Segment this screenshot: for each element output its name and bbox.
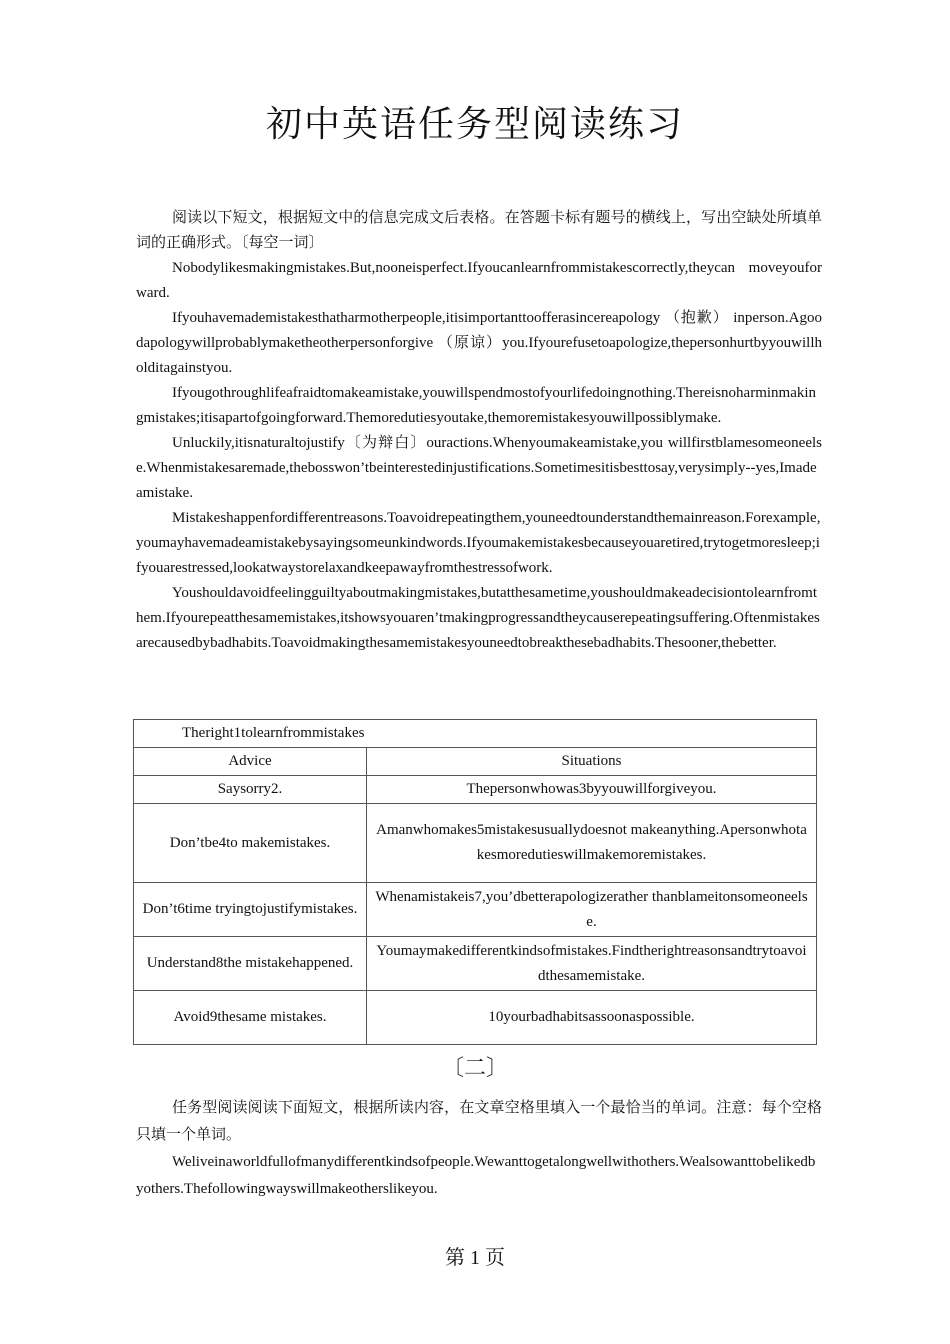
table-header-row <box>134 748 817 776</box>
advice-cell: Don’t6time tryingtojustifymistakes. <box>134 883 367 937</box>
table-row <box>134 776 817 804</box>
section2-heading: 〔二〕 <box>441 1055 508 1080</box>
table-title-row <box>134 720 817 748</box>
situation-cell: Amanwhomakes5mistakesusuallydoesnot makeanything.Apersonwhotakesmoredutieswillmakemoremistakes. <box>367 804 817 883</box>
situation-cell: Thepersonwhowas3byyouwillforgiveyou. <box>367 776 817 804</box>
paragraph-5: Mistakeshappenfordifferentreasons.Toavoidrepeatingthem,youneedtounderstandthemainreason.Forexample,youmayhavemadeamistakebysayingsomeunkindwords.Ifyoumakemistakesbecauseyouaretired,trytogetmoresleep;ifyouarestressed,lookatwaystorelaxandkeepawayfromthestressofwork. <box>136 510 821 576</box>
section1-instruction: 阅读以下短文，根据短文中的信息完成文后表格。在答题卡标有题号的横线上，写出空缺处所填单词的正确形式。〔每空一词〕 <box>136 210 822 251</box>
section2-body <box>136 1095 822 1203</box>
header-situations: Situations <box>367 748 817 776</box>
answer-table <box>133 719 817 1045</box>
advice-cell: Saysorry2. <box>134 776 367 804</box>
section2-instruction: 任务型阅读阅读下面短文，根据所读内容，在文章空格里填入一个最恰当的单词。注意：每个空格只填一个单词。 <box>136 1100 822 1143</box>
advice-cell: Don’tbe4to makemistakes. <box>134 804 367 883</box>
paragraph-3: Ifyougothroughlifeafraidtomakeamistake,youwillspendmostofyourlifedoingnothing.Thereisnoharminmakingmistakes;itisapartofgoingforward.Themoredutiesyoutake,themoremistakesyouwillpossiblymake. <box>136 385 817 426</box>
table-row <box>134 937 817 991</box>
advice-cell: Understand8the mistakehappened. <box>134 937 367 991</box>
table-row <box>134 883 817 937</box>
section2-paragraph: Weliveinaworldfullofmanydifferentkindsofpeople.Wewanttogetalongwellwithothers.Wealsowanttobelikedbyothers.Thefollowingwayswillmakeotherslikeyou. <box>136 1154 816 1197</box>
situation-cell: Youmaymakedifferentkindsofmistakes.Findtherightreasonsandtrytoavoidthesamemistake. <box>367 937 817 991</box>
paragraph-1: Nobodylikesmakingmistakes.But,nooneisperfect.Ifyoucanlearnfrommistakescorrectly,theycan moveyouforward. <box>136 260 822 301</box>
section1-body <box>136 206 822 656</box>
situation-cell: 10yourbadhabitsassoonaspossible. <box>367 991 817 1045</box>
table-row <box>134 804 817 883</box>
advice-cell: Avoid9thesame mistakes. <box>134 991 367 1045</box>
situation-cell: Whenamistakeis7,you’dbetterapologizerather thanblameitonsomeoneelse. <box>367 883 817 937</box>
header-advice: Advice <box>134 748 367 776</box>
paragraph-2: Ifyouhavemademistakesthatharmotherpeople,itisimportanttoofferasincereapology （抱歉） inperson.Agoodapologywillprobablymaketheotherpersonforgive （原谅）you.Ifyourefusetoapologize,thepersonhurtbyyouwillholditagainstyou. <box>136 310 822 376</box>
table-row <box>134 991 817 1045</box>
paragraph-6: Youshouldavoidfeelingguiltyaboutmakingmistakes,butatthesametime,youshouldmakeadecisiontolearnfromthem.Ifyourepeatthesamemistakes,itshowsyouaren’tmakingprogressandtheycauserepeatingsuffering.Oftenmistakesarecausedbybadhabits.Toavoidmakingthesamemistakesyouneedtobreakthesebadhabits.Thesooner,thebetter. <box>136 585 820 651</box>
page-number: 第 1 页 <box>445 1247 505 1269</box>
page-title: 初中英语任务型阅读练习 <box>265 104 684 145</box>
paragraph-4: Unluckily,itisnaturaltojustify〔为辩白〕ouractions.Whenyoumakeamistake,you willfirstblamesomeoneelse.Whenmistakesaremade,thebosswon’tbeinterestedinjustifications.Sometimesitisbesttosay,verysimply--yes,Imadeamistake. <box>136 435 822 501</box>
table-title: Theright1tolearnfrommistakes <box>134 720 817 748</box>
